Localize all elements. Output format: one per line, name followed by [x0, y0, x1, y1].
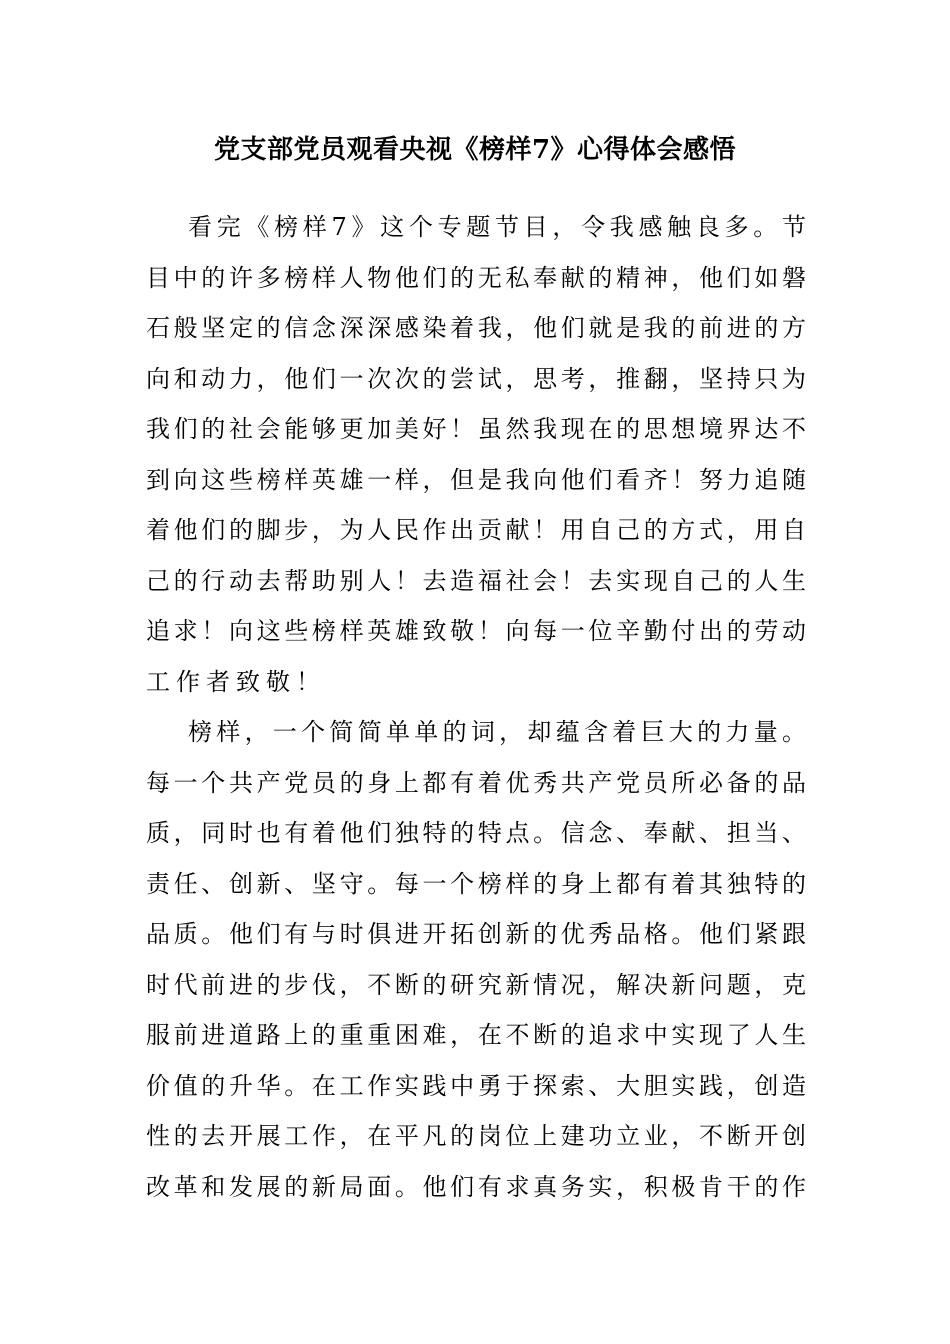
text-line: 工作者致敬！	[146, 667, 326, 696]
text-line: 石般坚定的信念深深感染着我，他们就是我的前进的方	[146, 314, 806, 342]
document-body	[146, 202, 806, 1212]
text-line: 性的去开展工作，在平凡的岗位上建功立业，不断开创	[146, 1122, 806, 1150]
text-line: 我们的社会能够更加美好！虽然我现在的思想境界达不	[146, 415, 806, 443]
text-line: 着他们的脚步，为人民作出贡献！用自己的方式，用自	[146, 516, 806, 544]
text-line: 榜样，一个简简单单的词，却蕴含着巨大的力量。	[188, 718, 806, 746]
text-line: 质，同时也有着他们独特的特点。信念、奉献、担当、	[146, 819, 806, 847]
text-line: 向和动力，他们一次次的尝试，思考，推翻，坚持只为	[146, 364, 806, 393]
text-line: 责任、创新、坚守。每一个榜样的身上都有着其独特的	[146, 869, 806, 898]
text-line: 己的行动去帮助别人！去造福社会！去实现自己的人生	[146, 566, 806, 595]
text-line: 每一个共产党员的身上都有着优秀共产党员所必备的品	[146, 768, 806, 797]
text-line: 看完《榜样7》这个专题节目，令我感触良多。节	[188, 213, 806, 241]
document-title: 党支部党员观看央视《榜样7》心得体会感悟	[213, 135, 737, 165]
paragraph-2	[146, 707, 806, 1212]
text-line: 追求！向这些榜样英雄致敬！向每一位辛勤付出的劳动	[146, 617, 806, 645]
text-line: 价值的升华。在工作实践中勇于探索、大胆实践，创造	[146, 1071, 806, 1100]
text-line: 改革和发展的新局面。他们有求真务实，积极肯干的作	[146, 1172, 806, 1201]
text-line: 到向这些榜样英雄一样，但是我向他们看齐！努力追随	[146, 465, 806, 494]
paragraph-1	[146, 202, 806, 707]
text-line: 时代前进的步伐，不断的研究新情况，解决新问题，克	[146, 970, 806, 999]
text-line: 目中的许多榜样人物他们的无私奉献的精神，他们如磐	[146, 263, 806, 292]
text-line: 品质。他们有与时俱进开拓创新的优秀品格。他们紧跟	[146, 920, 806, 948]
text-line: 服前进道路上的重重困难，在不断的追求中实现了人生	[146, 1021, 806, 1049]
